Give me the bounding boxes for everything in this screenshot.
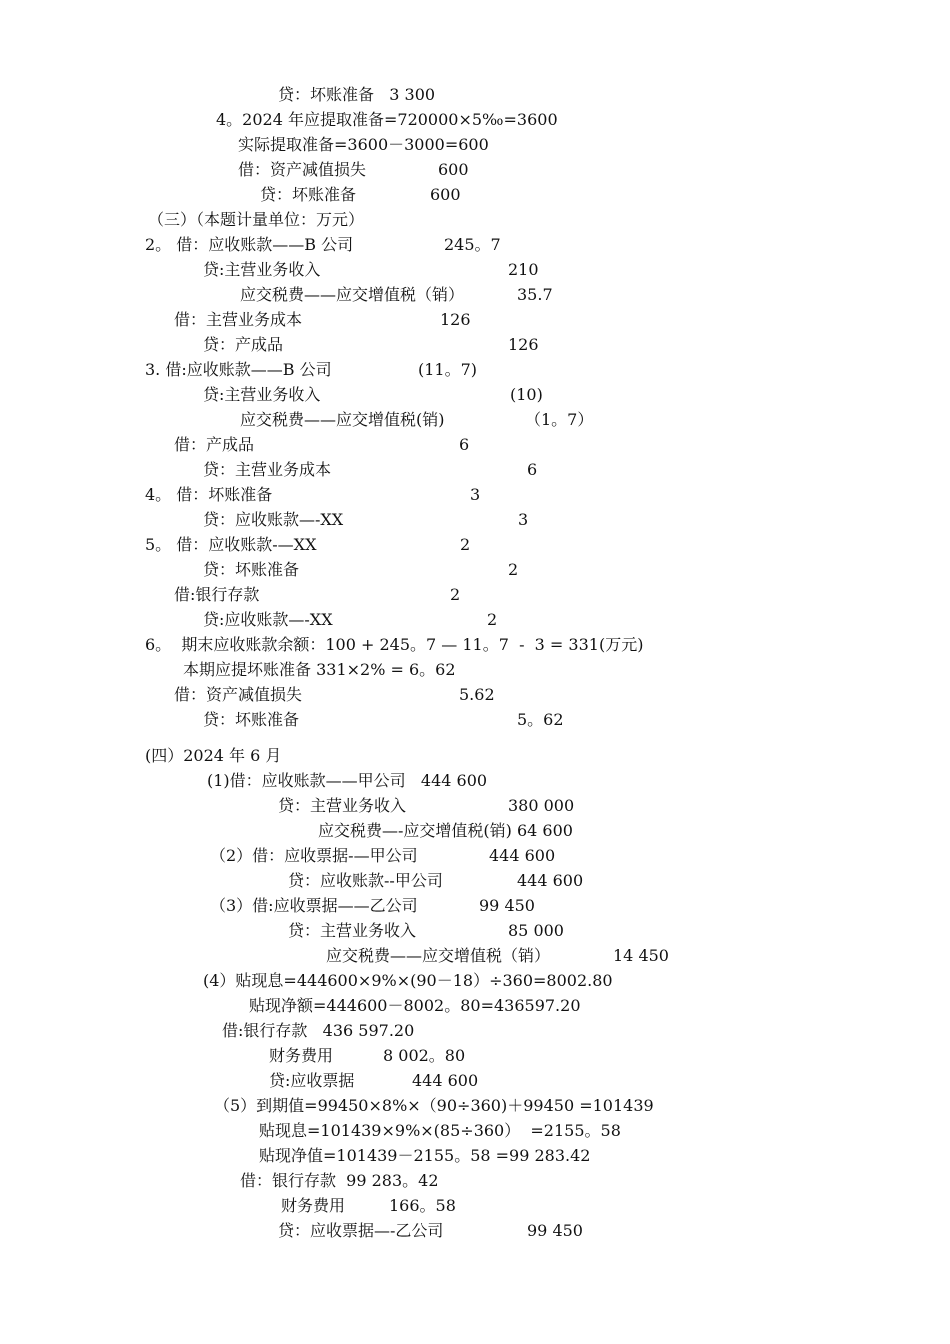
entry-line: 贷：主营业务收入 85 000 <box>288 921 564 940</box>
entry-line: 借：主营业务成本 126 <box>174 310 471 329</box>
entry-line: 借：产成品 6 <box>174 435 470 454</box>
entry-line: 4。2024 年应提取准备=720000×5‰=3600 <box>216 110 558 129</box>
entry-line: 贴现净额=444600－8002。80=436597.20 <box>249 996 581 1015</box>
entry-line: 贷:主营业务收入 (10) <box>203 385 543 404</box>
entry-line: 应交税费—-应交增值税(销) 64 600 <box>318 821 573 840</box>
entry-line: 实际提取准备=3600－3000=600 <box>238 135 489 154</box>
entry-line: 贷：主营业务成本 6 <box>203 460 538 479</box>
entry-line: (4）贴现息=444600×9%×(90－18）÷360=8002.80 <box>203 971 613 990</box>
entry-line: 借：银行存款 99 283。42 <box>240 1171 439 1190</box>
entry-line: （2）借：应收票据-—甲公司 444 600 <box>210 846 556 865</box>
entry-line: 借:银行存款 436 597.20 <box>222 1021 415 1040</box>
entry-line: 贷：应收账款--甲公司 444 600 <box>288 871 584 890</box>
entry-line: 贷：坏账准备 2 <box>203 560 519 579</box>
entry-line: 贴现净值=101439－2155。58 =99 283.42 <box>259 1146 591 1165</box>
section-heading: (四）2024 年 6 月 <box>145 746 282 765</box>
entry-line: 应交税费——应交增值税(销) （1。7） <box>240 410 594 429</box>
entry-line: 贷：坏账准备 600 <box>260 185 461 204</box>
entry-line: 应交税费——应交增值税（销） 35.7 <box>240 285 553 304</box>
entry-line: 贴现息=101439×9%×(85÷360） =2155。58 <box>259 1121 621 1140</box>
entry-line: 借：资产减值损失 600 <box>238 160 469 179</box>
entry-line: 应交税费——应交增值税（销） 14 450 <box>326 946 669 965</box>
entry-line: 财务费用 166。58 <box>281 1196 456 1215</box>
entry-line: 财务费用 8 002。80 <box>269 1046 466 1065</box>
entry-line: （3）借:应收票据——乙公司 99 450 <box>210 896 535 915</box>
entry-line: 3. 借:应收账款——B 公司 (11。7) <box>145 360 478 379</box>
entry-line: 贷:主营业务收入 210 <box>203 260 539 279</box>
entry-line: 贷：坏账准备 3 300 <box>278 85 436 104</box>
entry-line: 贷:应收账款—-XX 2 <box>203 610 498 629</box>
entry-line: (1)借：应收账款——甲公司 444 600 <box>207 771 488 790</box>
entry-line: 借：资产减值损失 5.62 <box>174 685 495 704</box>
entry-line: 6。 期末应收账款余额：100 + 245。7 — 11。7 - 3 = 331(万元) <box>145 635 644 654</box>
entry-line: 2。 借：应收账款——B 公司 245。7 <box>145 235 501 254</box>
entry-line: （5）到期值=99450×8%×（90÷360)＋99450 =101439 <box>214 1096 654 1115</box>
entry-line: 借:银行存款 2 <box>174 585 461 604</box>
entry-line: 贷：坏账准备 5。62 <box>203 710 564 729</box>
entry-line: 贷:应收票据 444 600 <box>269 1071 479 1090</box>
entry-line: 4。 借：坏账准备 3 <box>145 485 481 504</box>
entry-line: 5。 借：应收账款-—XX 2 <box>145 535 471 554</box>
entry-line: 贷：应收账款—-XX 3 <box>203 510 529 529</box>
entry-line: 贷：应收票据—-乙公司 99 450 <box>278 1221 583 1240</box>
entry-line: 本期应提坏账准备 331×2% = 6。62 <box>183 660 456 679</box>
section-heading: （三）（本题计量单位：万元） <box>148 210 365 229</box>
entry-line: 贷：主营业务收入 380 000 <box>278 796 575 815</box>
entry-line: 贷：产成品 126 <box>203 335 539 354</box>
